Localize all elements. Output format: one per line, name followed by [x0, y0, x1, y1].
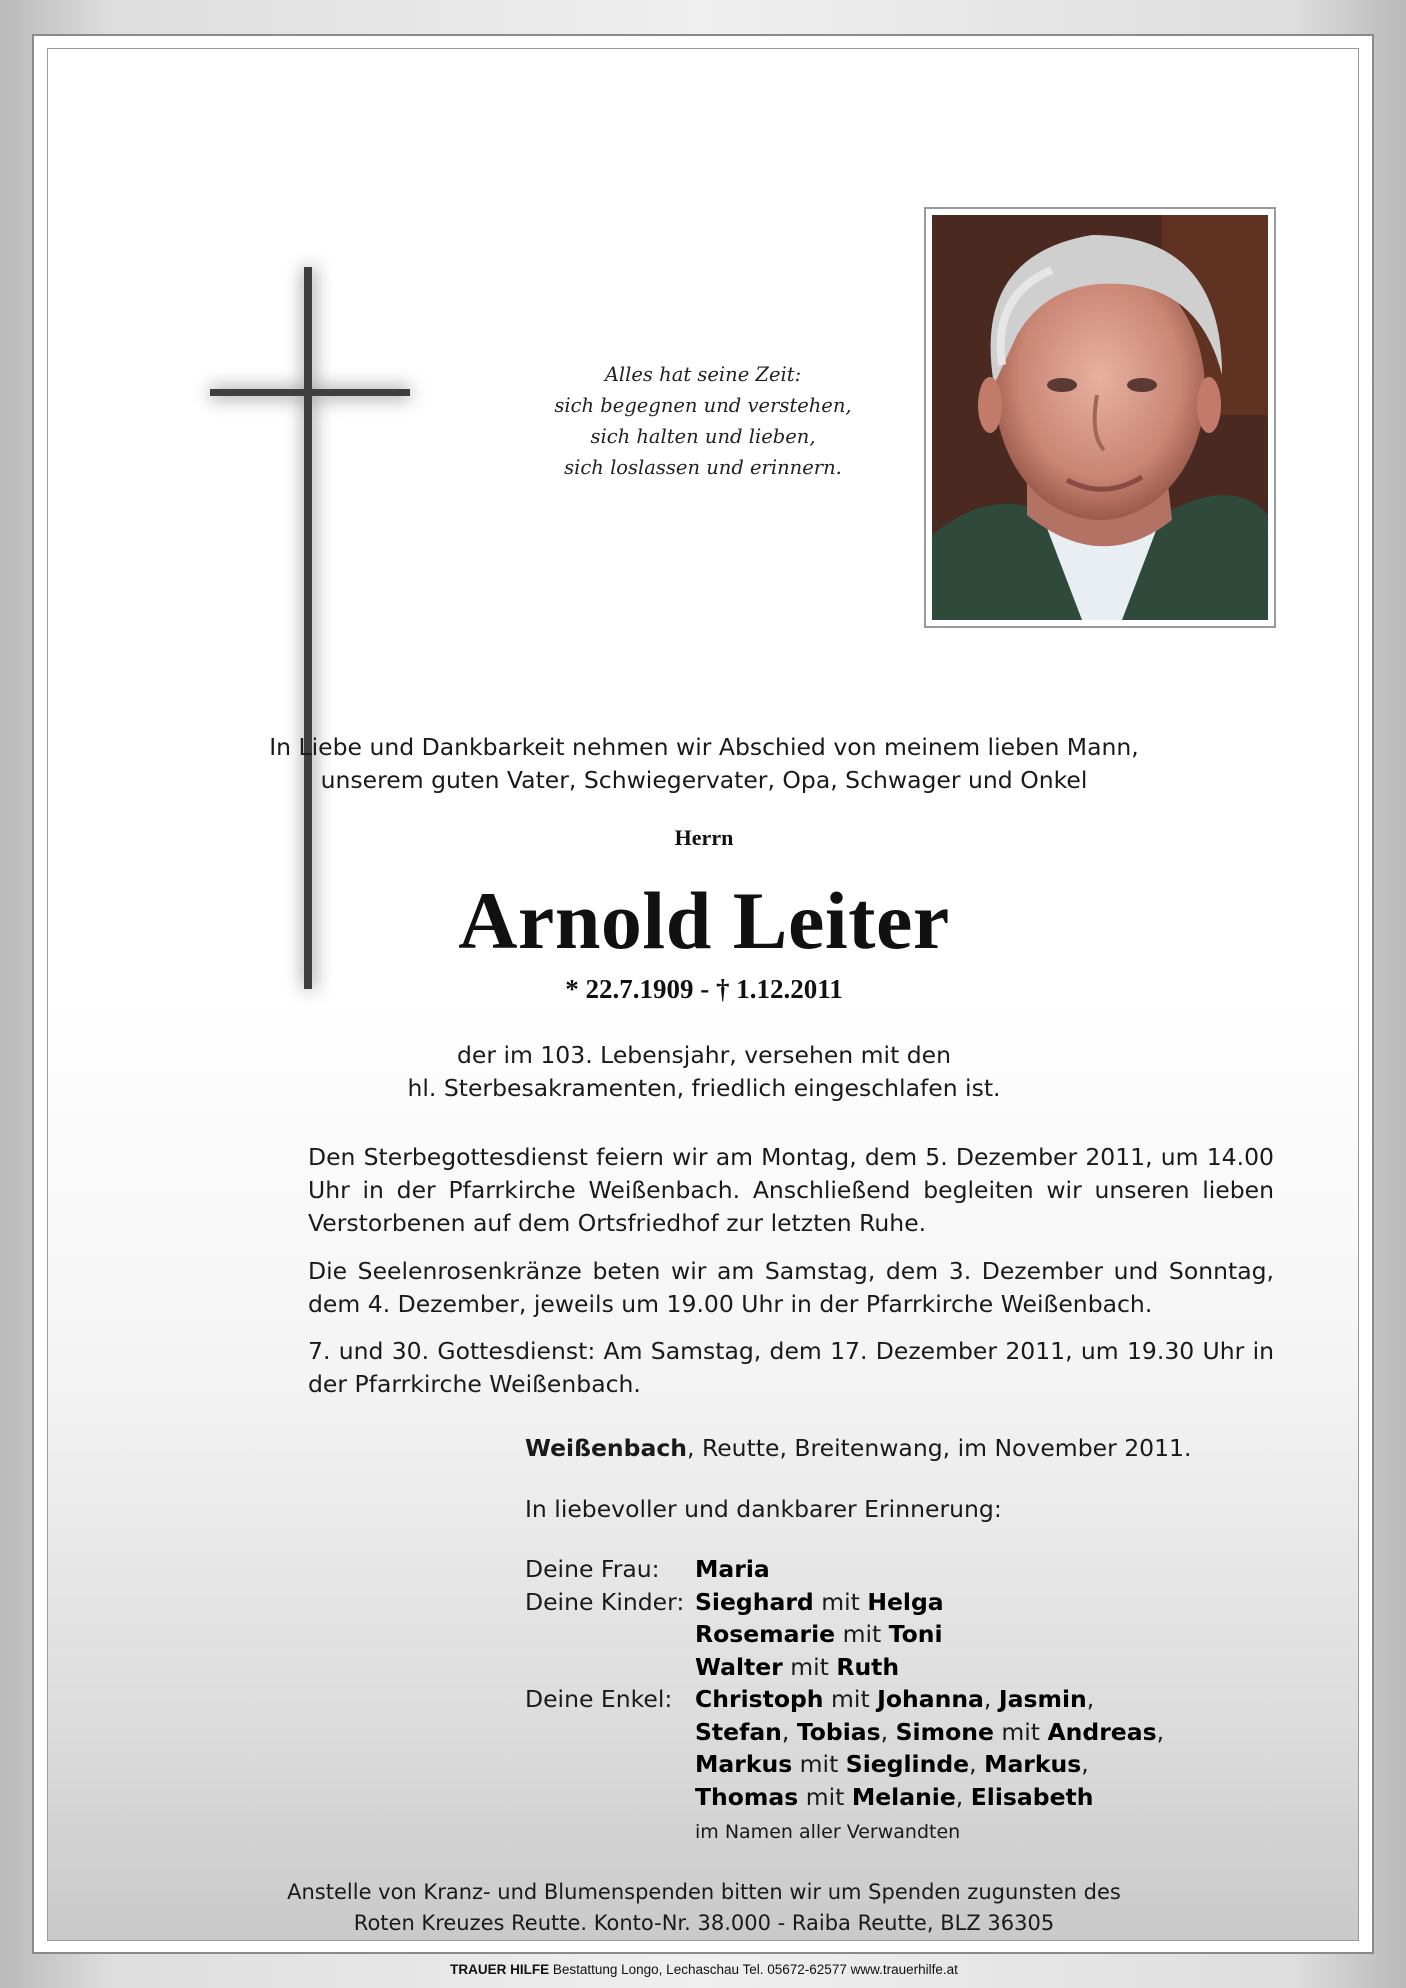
verse-line: Alles hat seine Zeit:	[604, 363, 802, 386]
relatives-note: im Namen aller Verwandten	[695, 1821, 961, 1843]
verse-line: sich loslassen und erinnern.	[564, 456, 842, 479]
rosary-paragraph: Die Seelenrosenkränze beten wir am Samstag, dem 3. Dezember und Sonntag, dem 4. Dezember, jeweils um 19.00 Uhr in der Pfarrkirche Weißenbach.	[308, 1257, 1274, 1318]
intro-line: In Liebe und Dankbarkeit nehmen wir Abschied von meinem lieben Mann,	[269, 733, 1139, 761]
family-row	[525, 1748, 1164, 1781]
verse-line: sich begegnen und verstehen,	[554, 394, 852, 417]
place-and-date	[525, 1434, 1191, 1462]
donation-note	[48, 1877, 1360, 1939]
wife-label: Deine Frau:	[525, 1555, 660, 1583]
portrait-illustration	[932, 215, 1268, 620]
passing-line: hl. Sterbesakramenten, friedlich eingeschlafen ist.	[407, 1074, 1001, 1102]
verse-line: sich halten und lieben,	[590, 425, 816, 448]
life-dates: * 22.7.1909 - † 1.12.2011	[565, 974, 843, 1004]
passing-text	[48, 1039, 1360, 1105]
family-row	[525, 1586, 1164, 1619]
family-row	[525, 1651, 1164, 1684]
footer-brand: TRAUER HILFE	[450, 1962, 550, 1977]
memory-line: In liebevoller und dankbarer Erinnerung:	[525, 1495, 1002, 1523]
family-row	[525, 1683, 1164, 1716]
passing-line: der im 103. Lebensjahr, versehen mit den	[456, 1041, 952, 1069]
intro-line: unserem guten Vater, Schwiegervater, Opa, Schwager und Onkel	[320, 766, 1088, 794]
family-row	[525, 1716, 1164, 1749]
wife-name: Maria	[695, 1555, 770, 1583]
memorial-mass-paragraph: 7. und 30. Gottesdienst: Am Samstag, dem 17. Dezember 2011, um 19.30 Uhr in der Pfarrkirche Weißenbach.	[308, 1337, 1274, 1398]
grandchildren-label: Deine Enkel:	[525, 1685, 673, 1713]
family-list	[525, 1553, 1164, 1813]
footer	[48, 1962, 1360, 1977]
grandchildren-line: Stefan, Tobias, Simone mit Andreas,	[695, 1717, 1165, 1746]
verse	[478, 359, 928, 483]
grandchildren-line: Markus mit Sieglinde, Markus,	[695, 1750, 1089, 1778]
family-row	[525, 1781, 1164, 1814]
inner-frame	[47, 48, 1359, 1977]
donation-line: Anstelle von Kranz- und Blumenspenden bitten wir um Spenden zugunsten des	[287, 1880, 1121, 1904]
intro-text	[48, 731, 1360, 797]
children-label: Deine Kinder:	[525, 1587, 685, 1616]
deceased-name: Arnold Leiter	[458, 875, 950, 966]
children-line: Rosemarie mit Toni	[695, 1620, 943, 1648]
portrait-frame	[924, 207, 1276, 628]
footer-details: Bestattung Longo, Lechaschau Tel. 05672-62577 www.trauerhilfe.at	[549, 1962, 958, 1977]
grandchildren-line: Christoph mit Johanna, Jasmin,	[695, 1685, 1095, 1713]
family-row	[525, 1553, 1164, 1586]
place-town: Weißenbach	[525, 1434, 687, 1462]
children-line: Sieghard mit Helga	[695, 1587, 944, 1616]
place-rest: , Reutte, Breitenwang, im November 2011.	[687, 1434, 1192, 1462]
salutation: Herrn	[674, 825, 734, 850]
children-line: Walter mit Ruth	[695, 1652, 900, 1681]
portrait-photo	[932, 215, 1268, 620]
grandchildren-line: Thomas mit Melanie, Elisabeth	[695, 1782, 1094, 1811]
donation-line: Roten Kreuzes Reutte. Konto-Nr. 38.000 - Raiba Reutte, BLZ 36305	[353, 1911, 1055, 1935]
funeral-service-paragraph: Den Sterbegottesdienst feiern wir am Montag, dem 5. Dezember 2011, um 14.00 Uhr in der Pfarrkirche Weißenbach. Anschließend begleiten wir unseren lieben Verstorbenen auf dem Ortsfriedhof zur letzten Ruhe.	[308, 1143, 1274, 1237]
family-row	[525, 1618, 1164, 1651]
